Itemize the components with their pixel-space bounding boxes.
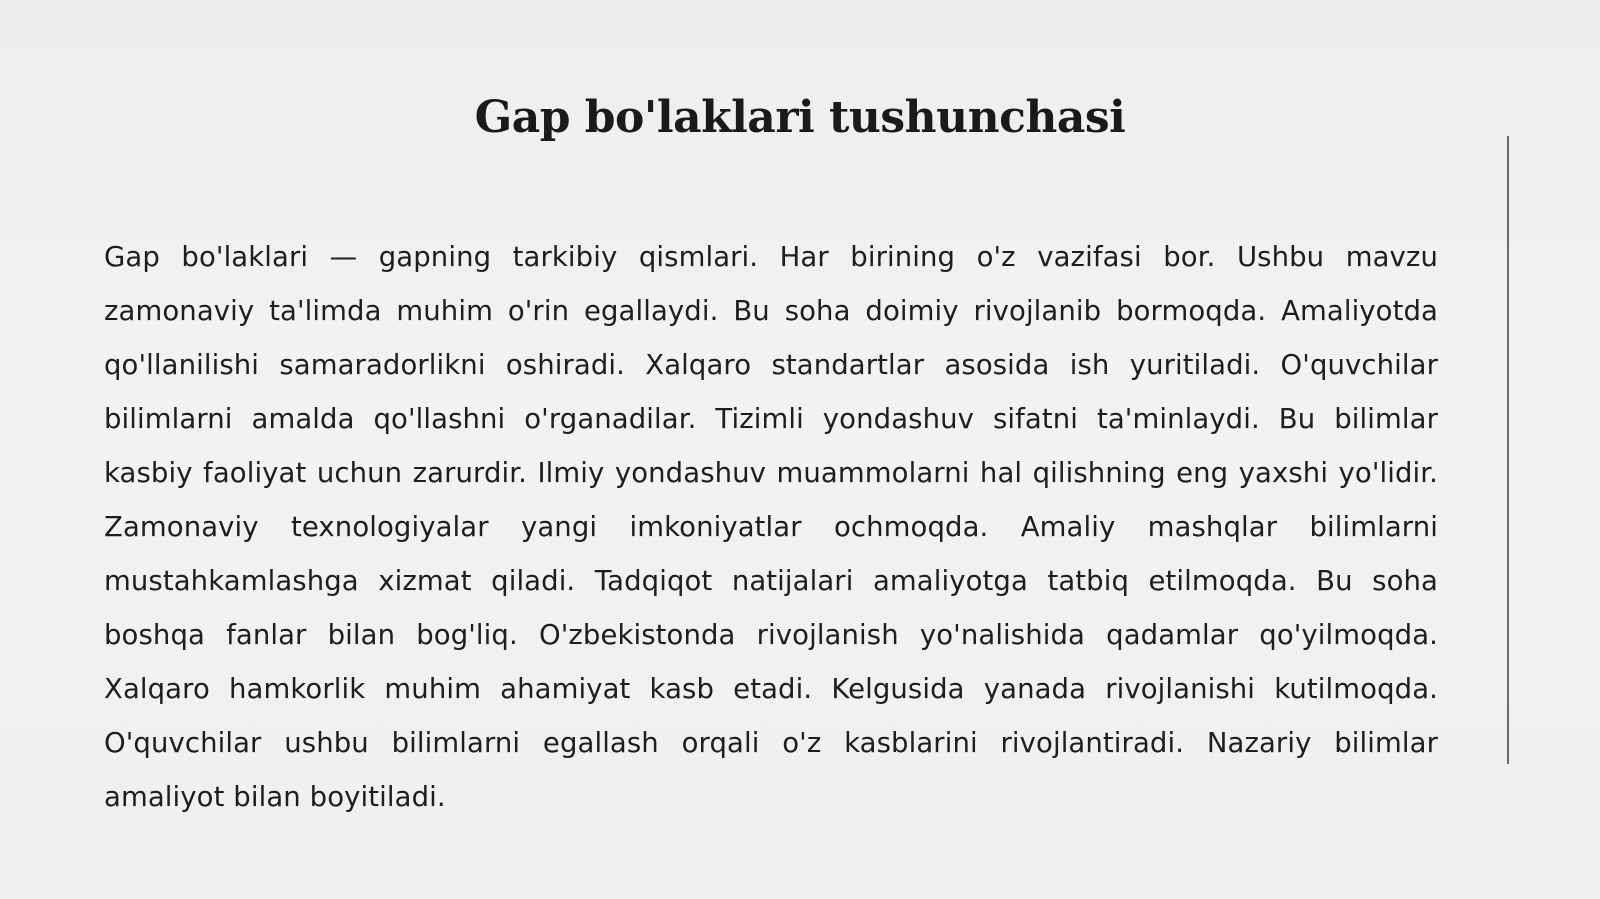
vertical-divider-line: [1507, 136, 1509, 764]
slide-body-text: Gap bo'laklari — gapning tarkibiy qismlari. Har birining o'z vazifasi bor. Ushbu mavzu zamonaviy ta'limda muhim o'rin egallaydi. Bu soha doimiy rivojlanib bormoqda. Amaliyotda qo'llanilishi samaradorlikni oshiradi. Xalqaro standartlar asosida ish yuritiladi. O'quvchilar bilimlarni amalda qo'llashni o'rganadilar. Tizimli yondashuv sifatni ta'minlaydi. Bu bilimlar kasbiy faoliyat uchun zarurdir. Ilmiy yondashuv muammolarni hal qilishning eng yaxshi yo'lidir. Zamonaviy texnologiyalar yangi imkoniyatlar ochmoqda. Amaliy mashqlar bilimlarni mustahkamlashga xizmat qiladi. Tadqiqot natijalari amaliyotga tatbiq etilmoqda. Bu soha boshqa fanlar bilan bog'liq. O'zbekistonda rivojlanish yo'nalishida qadamlar qo'yilmoqda. Xalqaro hamkorlik muhim ahamiyat kasb etadi. Kelgusida yanada rivojlanishi kutilmoqda. O'quvchilar ushbu bilimlarni egallash orqali o'z kasblarini rivojlantiradi. Nazariy bilimlar amaliyot bilan boyitiladi.: [104, 241, 1438, 813]
slide-title: Gap bo'laklari tushunchasi: [474, 92, 1126, 143]
